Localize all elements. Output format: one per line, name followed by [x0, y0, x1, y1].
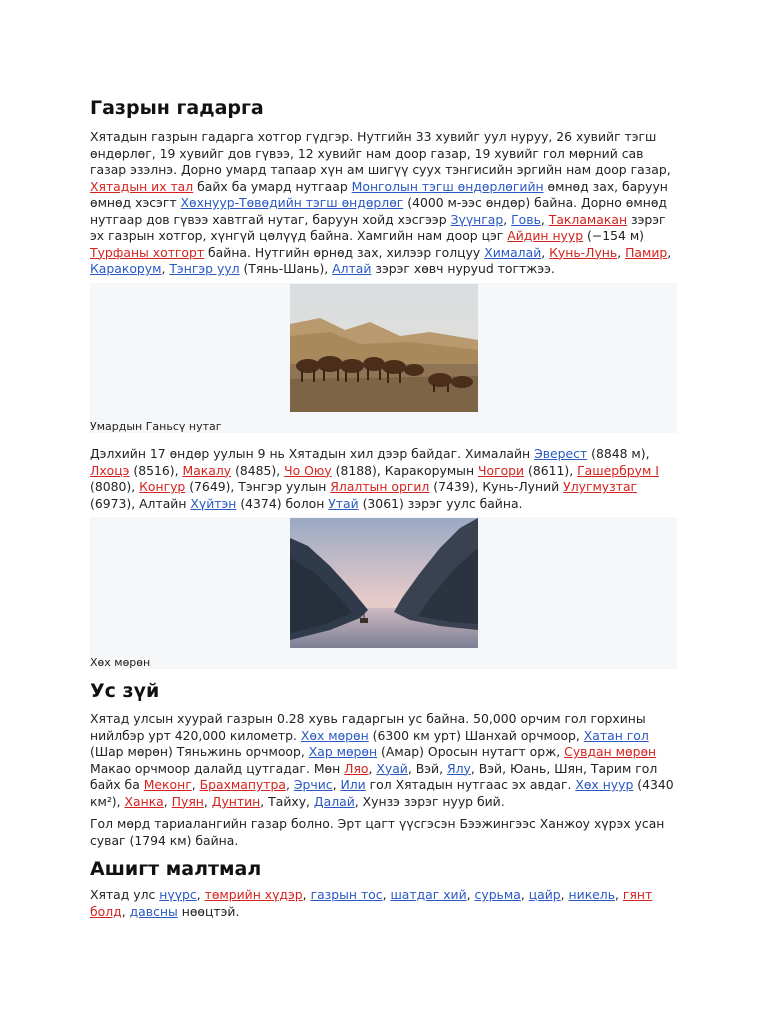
paragraph-minerals	[90, 887, 680, 920]
paragraph-canal: Гол мөрд тариалангийн газар болно. Эрт цагт үүсгэсэн Бээжингээс Ханжоу хүрэх усан суваг (1794 км) байна.	[90, 816, 665, 848]
link-makalu[interactable]: Макалу	[182, 462, 232, 478]
link-antimony[interactable]: сурьма	[474, 887, 521, 902]
text: ,	[332, 777, 341, 792]
text: ,	[161, 261, 170, 276]
text: (4340 км²),	[90, 777, 674, 809]
link-oil[interactable]: газрын тос	[310, 887, 383, 902]
link-taklamakan[interactable]: Такламакан	[548, 211, 628, 227]
text: (8611),	[524, 462, 578, 478]
text: ,	[503, 211, 512, 227]
link-gasherbrum[interactable]: Гашербрум I	[577, 462, 659, 478]
link-poyang[interactable]: Пуян	[171, 793, 204, 809]
text: ,	[191, 777, 200, 792]
text: ,	[520, 887, 529, 902]
link-yangtze[interactable]: Хөх мөрөн	[300, 727, 369, 743]
text: байна. Нутгийн өрнөд зах, хилээр голцуу	[204, 244, 485, 260]
link-karakorum[interactable]: Каракорум	[90, 261, 162, 276]
link-lhotse[interactable]: Лхоцэ	[90, 462, 130, 478]
text: зэрэг эх газрын хотгор, хүнгүй цөлүүд байна. Хамгийн нам доор цэг	[90, 211, 666, 243]
link-nickel[interactable]: никель	[568, 887, 616, 902]
link-amur[interactable]: Хар мөрөн	[308, 744, 378, 759]
text: (6973), Алтайн	[90, 495, 191, 511]
text: ,	[560, 887, 569, 902]
link-gobi[interactable]: Говь	[511, 211, 541, 227]
link-china-plain[interactable]: Хятадын их тал	[90, 178, 194, 194]
text: (8848 м),	[587, 446, 650, 461]
link-ili[interactable]: Или	[340, 777, 366, 792]
link-salt[interactable]: давсны	[129, 903, 178, 919]
link-kongur[interactable]: Конгур	[139, 479, 186, 494]
link-khanka[interactable]: Ханка	[124, 793, 164, 809]
link-turpan[interactable]: Турфаны хотгорт	[90, 244, 205, 260]
link-tibet-plateau[interactable]: Хөхнуур-Төвөдийн тэгш өндөрлөг	[180, 195, 404, 210]
link-kunlun[interactable]: Кунь-Лунь	[549, 244, 618, 260]
link-chogori[interactable]: Чогори	[478, 462, 525, 478]
section-title-minerals: Ашигт малтмал	[90, 858, 262, 880]
text: өмнөд зах, баруун өмнөд хэсэгт	[90, 178, 668, 210]
paragraph-relief	[90, 129, 680, 278]
paragraph-rivers	[90, 711, 680, 810]
section-title-hydrology: Ус зүй	[90, 680, 160, 702]
text: ,	[667, 244, 672, 260]
text: (Амар) Оросын нутагт орж,	[377, 744, 565, 759]
text: ,	[368, 760, 377, 776]
text: (Тянь-Шань),	[239, 261, 333, 276]
text: ,	[285, 777, 294, 792]
figure-caption: Хөх мөрөн	[90, 656, 151, 669]
text: , Хунзэ зэрэг нуур бий.	[354, 793, 505, 809]
photo-yangtze-gorge	[290, 518, 478, 648]
link-pamir[interactable]: Памир	[625, 244, 668, 260]
text: , Тайху,	[260, 793, 314, 809]
text: ,	[617, 244, 626, 260]
text: Хятадын газрын гадарга хотгор гүдгэр. Нутгийн 33 хувийг уул нуруу, 26 хувийг тэгш өндөрлөг, 19 хувийг дов гүвээ, 12 хувийг нам доор газар, 19 хувийг гол мөрний сав газар эзэлнэ. Дорно умард тапаар хүн ам шигүү суух тэнгисийн эргийн нам доор газар,	[90, 129, 671, 177]
link-jengish[interactable]: Ялалтын оргил	[330, 479, 430, 494]
link-mongolian-plateau[interactable]: Монголын тэгш өндөрлөгийн	[351, 178, 544, 194]
figure-gansu	[90, 283, 677, 433]
text: (6300 км урт) Шанхай орчмоор,	[368, 727, 584, 743]
link-dalai[interactable]: Далай	[313, 793, 355, 809]
figure-caption: Умардын Ганьсү нутаг	[90, 420, 222, 433]
text: , Вэй, Юань, Шян, Тарим гол байх ба	[90, 760, 658, 792]
link-everest[interactable]: Эверест	[534, 446, 588, 461]
figure-yangtze	[90, 517, 677, 669]
text: (−154 м)	[583, 228, 645, 243]
text: ,	[541, 244, 550, 260]
text: гол Хятадын нутгаас эх авдаг.	[365, 777, 576, 792]
link-coal[interactable]: нүүрс	[159, 887, 197, 902]
river-gorge-illustration	[290, 518, 478, 648]
link-natural-gas[interactable]: шатдаг хий	[390, 887, 467, 902]
link-iron-ore[interactable]: төмрийн хүдэр	[204, 887, 303, 902]
link-yellow-river[interactable]: Хатан гол	[583, 727, 649, 743]
text: (7649), Тэнгэр уулын	[185, 479, 331, 494]
text: нөөцтэй.	[177, 903, 240, 919]
link-khuiten[interactable]: Хүйтэн	[190, 495, 237, 511]
link-tungsten[interactable]: гянт болд	[90, 887, 653, 919]
section-title-relief: Газрын гадарга	[90, 97, 264, 119]
text: (Шар мөрөн) Тяньжинь орчмоор,	[90, 744, 309, 759]
paragraph-mountains	[90, 446, 680, 512]
link-ulugh-muztagh[interactable]: Улугмузтаг	[563, 479, 638, 494]
link-altai[interactable]: Алтай	[332, 261, 372, 276]
link-qinghai-lake[interactable]: Хөх нуур	[575, 777, 634, 792]
link-pearl-river[interactable]: Сувдан мөрөн	[564, 744, 657, 759]
text: ,	[196, 887, 205, 902]
text: (4000 м-ээс өндөр) байна. Дорно өмнөд нутгаар дов гүвээ хавтгай нутаг, баруун хойд хэсгээр	[90, 195, 667, 227]
link-wutai[interactable]: Утай	[328, 495, 359, 511]
link-liao[interactable]: Ляо	[344, 760, 369, 776]
text: (7439), Кунь-Луний	[429, 479, 564, 494]
link-himalaya[interactable]: Хималай	[484, 244, 542, 260]
link-brahmaputra[interactable]: Брахмапутра	[199, 777, 286, 792]
text: ,	[615, 887, 623, 902]
link-irtysh[interactable]: Эрчис	[293, 777, 333, 792]
text: , Вэй,	[407, 760, 447, 776]
link-mekong[interactable]: Меконг	[143, 777, 192, 792]
photo-gansu-camels	[290, 284, 478, 412]
link-tianshan[interactable]: Тэнгэр уул	[169, 261, 240, 276]
text: ,	[203, 793, 212, 809]
link-cho-oyu[interactable]: Чо Оюу	[284, 462, 332, 478]
camel-desert-illustration	[290, 284, 478, 412]
text: ,	[302, 887, 311, 902]
text: (4374) болон	[236, 495, 329, 511]
link-aydingkol[interactable]: Айдин нуур	[507, 228, 584, 243]
text: Макао орчмоор далайд цутгадаг. Мөн	[90, 760, 345, 776]
link-yalu[interactable]: Ялу	[446, 760, 471, 776]
link-dzungaria[interactable]: Зүүнгар	[450, 211, 504, 227]
text: (8080),	[90, 479, 140, 494]
text: зэрэг хөвч нуруud тогтжээ.	[371, 261, 555, 276]
text: ,	[466, 887, 475, 902]
text: Хятад улс	[90, 887, 160, 902]
text: байх ба умард нутгаар	[193, 178, 352, 194]
text: ,	[382, 887, 391, 902]
link-dongting[interactable]: Дунтин	[211, 793, 261, 809]
text: ,	[163, 793, 172, 809]
link-zinc[interactable]: цайр	[528, 887, 561, 902]
text: (8516),	[129, 462, 183, 478]
text: ,	[121, 903, 130, 919]
text: (8485),	[231, 462, 285, 478]
text: (3061) зэрэг уулс байна.	[358, 495, 523, 511]
text: (8188), Каракорумын	[331, 462, 478, 478]
link-huai[interactable]: Хуай	[376, 760, 408, 776]
text: Дэлхийн 17 өндөр уулын 9 нь Хятадын хил дээр байдаг. Хималайн	[90, 446, 535, 461]
text: Хятад улсын хуурай газрын 0.28 хувь гадаргын ус байна. 50,000 орчим гол горхины нийлбэр урт 420,000 километр.	[90, 711, 646, 743]
text: ,	[540, 211, 549, 227]
